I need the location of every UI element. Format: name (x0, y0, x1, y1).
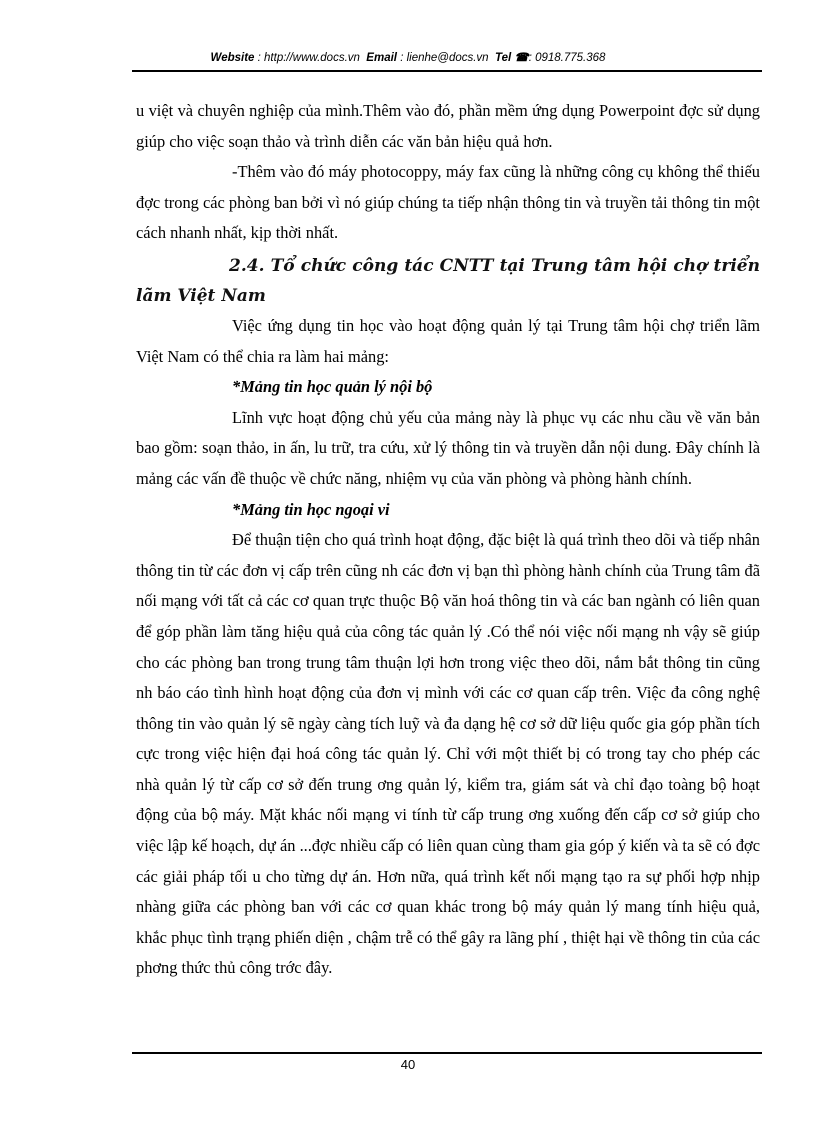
header-divider (132, 70, 762, 72)
paragraph-intro: Việc ứng dụng tin học vào hoạt động quản lý tại Trung tâm hội chợ triển lãm Việt Nam có thể chia ra làm hai mảng: (136, 315, 760, 366)
email-label: Email (366, 52, 397, 64)
page-header (0, 50, 816, 64)
tel-label: Tel (494, 52, 512, 64)
website-value: : http://www.docs.vn (257, 52, 360, 64)
paragraph-internal: Lĩnh vực hoạt động chủ yếu của mảng này là phục vụ các nhu cầu về văn bản bao gồm: soạn thảo, in ấn, lu trữ, tra cứu, xử lý thông tin và truyền dẫn nội dung. Đây chính là mảng các vấn đề thuộc về chức năng, nhiệm vụ của văn phòng và phòng hành chính. (136, 407, 760, 488)
footer-divider (132, 1052, 762, 1054)
section-heading: 2.4. Tổ chức công tác CNTT tại Trung tâm hội chợ triển lãm Việt Nam (136, 255, 760, 306)
telephone-icon: ☎ (514, 52, 529, 64)
website-label: Website (210, 52, 255, 64)
paragraph-external: Để thuận tiện cho quá trình hoạt động, đặc biệt là quá trình theo dõi và tiếp nhân thông tin từ các đơn vị cấp trên cũng nh các đơn vị bạn thì phòng hành chính của Trung tâm đã nối mạng với tất cả các cơ quan trực thuộc Bộ văn hoá thông tin và các ban ngành có liên quan để góp phần làm tăng hiệu quả của công tác quản lý .Có thể nói việc nối mạng nh vậy sẽ giúp cho các phòng ban trong trung tâm thuận lợi hơn trong việc theo dõi, nắm bắt thông tin cũng nh báo cáo tình hình hoạt động của đơn vị mình với các cơ quan cấp trên. Việc đa công nghệ thông tin vào quản lý sẽ ngày càng tích luỹ và đa dạng hệ cơ sở dữ liệu quốc gia góp phần tích cực trong việc hiện đại hoá công tác quản lý. Chỉ với một thiết bị có trong tay cho phép các nhà quản lý từ cấp cơ sở đến trung ơng quản lý, kiểm tra, giám sát và chỉ đạo toàng bộ hoạt động của bộ máy. Mặt khác nối mạng vi tính từ cấp trung ơng xuống đến cấp cơ sở giúp cho việc lập kế hoạch, dự án ...đợc nhiều cấp có liên quan cùng tham gia góp ý kiến và ta sẽ có đợc các giải pháp tối u cho từng dự án. Hơn nữa, quá trình kết nối mạng tạo ra sự phối hợp nhịp nhàng giữa các phòng ban với các cơ quan khác trong bộ máy quản lý mang tính hiệu quả, khắc phục tình trạng phiến diện , chậm trễ có thể gây ra lãng phí , thiệt hại về thông tin của các phơng thức thủ công trớc đây. (136, 530, 760, 978)
paragraph-continuation: u việt và chuyên nghiệp của mình.Thêm vào đó, phần mềm ứng dụng Powerpoint đợc sử dụng giúp cho việc soạn thảo và trình diễn các văn bản hiệu quả hơn. (136, 101, 760, 151)
paragraph-equipment: -Thêm vào đó máy photocoppy, máy fax cũng là những công cụ không thể thiếu đợc trong các phòng ban bởi vì nó giúp chúng ta tiếp nhận thông tin và truyền tải thông tin một cách nhanh nhất, kịp thời nhất. (136, 162, 760, 243)
subheading-internal: *Mảng tin học quản lý nội bộ (232, 377, 433, 397)
tel-value: : 0918.775.368 (528, 52, 606, 64)
page-body (136, 96, 760, 984)
subheading-external: *Mảng tin học ngoại vi (232, 499, 390, 519)
page-number: 40 (400, 1057, 416, 1072)
email-value: : lienhe@docs.vn (400, 52, 489, 64)
